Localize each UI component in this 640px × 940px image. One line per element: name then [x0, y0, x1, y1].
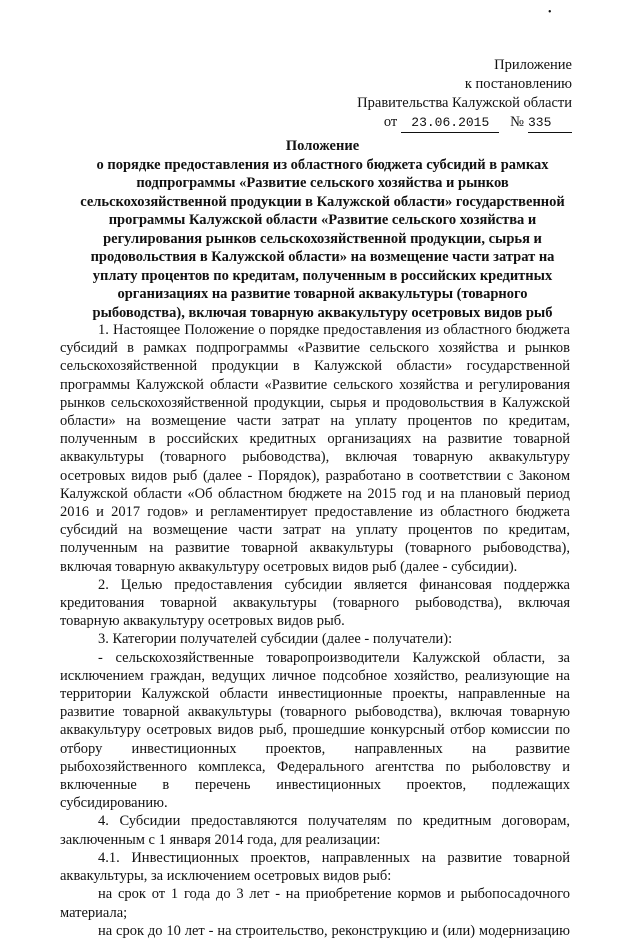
appendix-date-line [357, 113, 572, 133]
paragraph-4-1: 4.1. Инвестиционных проектов, направленных на развитие товарной аквакультуры, за исключением осетровых видов рыб: [60, 849, 570, 885]
paragraph-3-item: - сельскохозяйственные товаропроизводители Калужской области, за исключением граждан, ведущих личное подсобное хозяйство, реализующие на территории Калужской области инвестиционные проекты, направленные на развитие товарной аквакультуры (товарного рыбоводства), включая товарную аквакультуру осетровых видов рыб, прошедшие конкурсный отбор комиссии по отбору инвестиционных проектов, направленных на развитие рыбохозяйственного комплекса, Федерального агентства по рыболовству и включенные в перечень инвестиционных проектов, подлежащих субсидированию. [60, 649, 570, 812]
paragraph-4-1-term-2: на срок до 10 лет - на строительство, реконструкцию и (или) модернизацию [98, 922, 570, 939]
date-prefix: от [383, 114, 398, 130]
appendix-block [357, 56, 572, 133]
appendix-line-1: Приложение [494, 57, 572, 73]
appendix-line-3: Правительства Калужской области [357, 95, 572, 111]
corner-mark: • [548, 7, 552, 18]
paragraph-4-1-term-1: на срок от 1 года до 3 лет - на приобретение кормов и рыбопосадочного материала; [60, 886, 570, 921]
paragraph-4: 4. Субсидии предоставляются получателям по кредитным договорам, заключенным с 1 января 2014 года, для реализации: [60, 813, 570, 848]
paragraph-3: 3. Категории получателей субсидии (далее - получатели): [98, 631, 453, 648]
title-heading: Положение [285, 138, 360, 154]
resolution-number: 335 [528, 113, 572, 133]
appendix-line-2: к постановлению [464, 76, 572, 92]
title-text: о порядке предоставления из областного бюджета субсидий в рамках подпрограммы «Развитие сельского хозяйства и рынков сельскохозяйственной продукции в Калужской области» государственной программы Калужской области «Развитие сельского хозяйства и регулирования рынков сельскохозяйственной продукции, сырья и продовольствия в Калужской области» на возмещение части затрат на уплату процентов по кредитам, полученным в российских кредитных организациях на развитие товарной аквакультуры (товарного рыбоводства), включая товарную аквакультуру осетровых видов рыб [80, 156, 565, 321]
document-title [75, 137, 570, 322]
paragraph-1: 1. Настоящее Положение о порядке предоставления из областного бюджета субсидий в рамках подпрограммы «Развитие сельского хозяйства и рынков сельскохозяйственной продукции в Калужской области» государственной программы Калужской области «Развитие сельского хозяйства и регулирования рынков сельскохозяйственной продукции, сырья и продовольствия в Калужской области» на возмещение части затрат на уплату процентов по кредитам, полученным в российских кредитных организациях на развитие товарной аквакультуры (товарного рыбоводства), включая товарную аквакультуру осетровых видов рыб (далее - Порядок), разработано в соответствии с Законом Калужской области «Об областном бюджете на 2015 год и на плановый период 2016 и 2017 годов» и регламентирует предоставление из областного бюджета субсидий на возмещение части затрат на уплату процентов по кредитам, полученным на развитие товарной аквакультуры (товарного рыбоводства), включая товарную аквакультуру осетровых видов рыб (далее - субсидии). [60, 322, 570, 575]
resolution-date: 23.06.2015 [401, 113, 499, 133]
paragraph-2: 2. Целью предоставления субсидии является финансовая поддержка кредитования товарной аквакультуры (товарного рыбоводства), включая товарную аквакультуру осетровых видов рыб. [60, 576, 570, 630]
number-prefix: № [510, 114, 524, 130]
document-body [60, 321, 570, 940]
